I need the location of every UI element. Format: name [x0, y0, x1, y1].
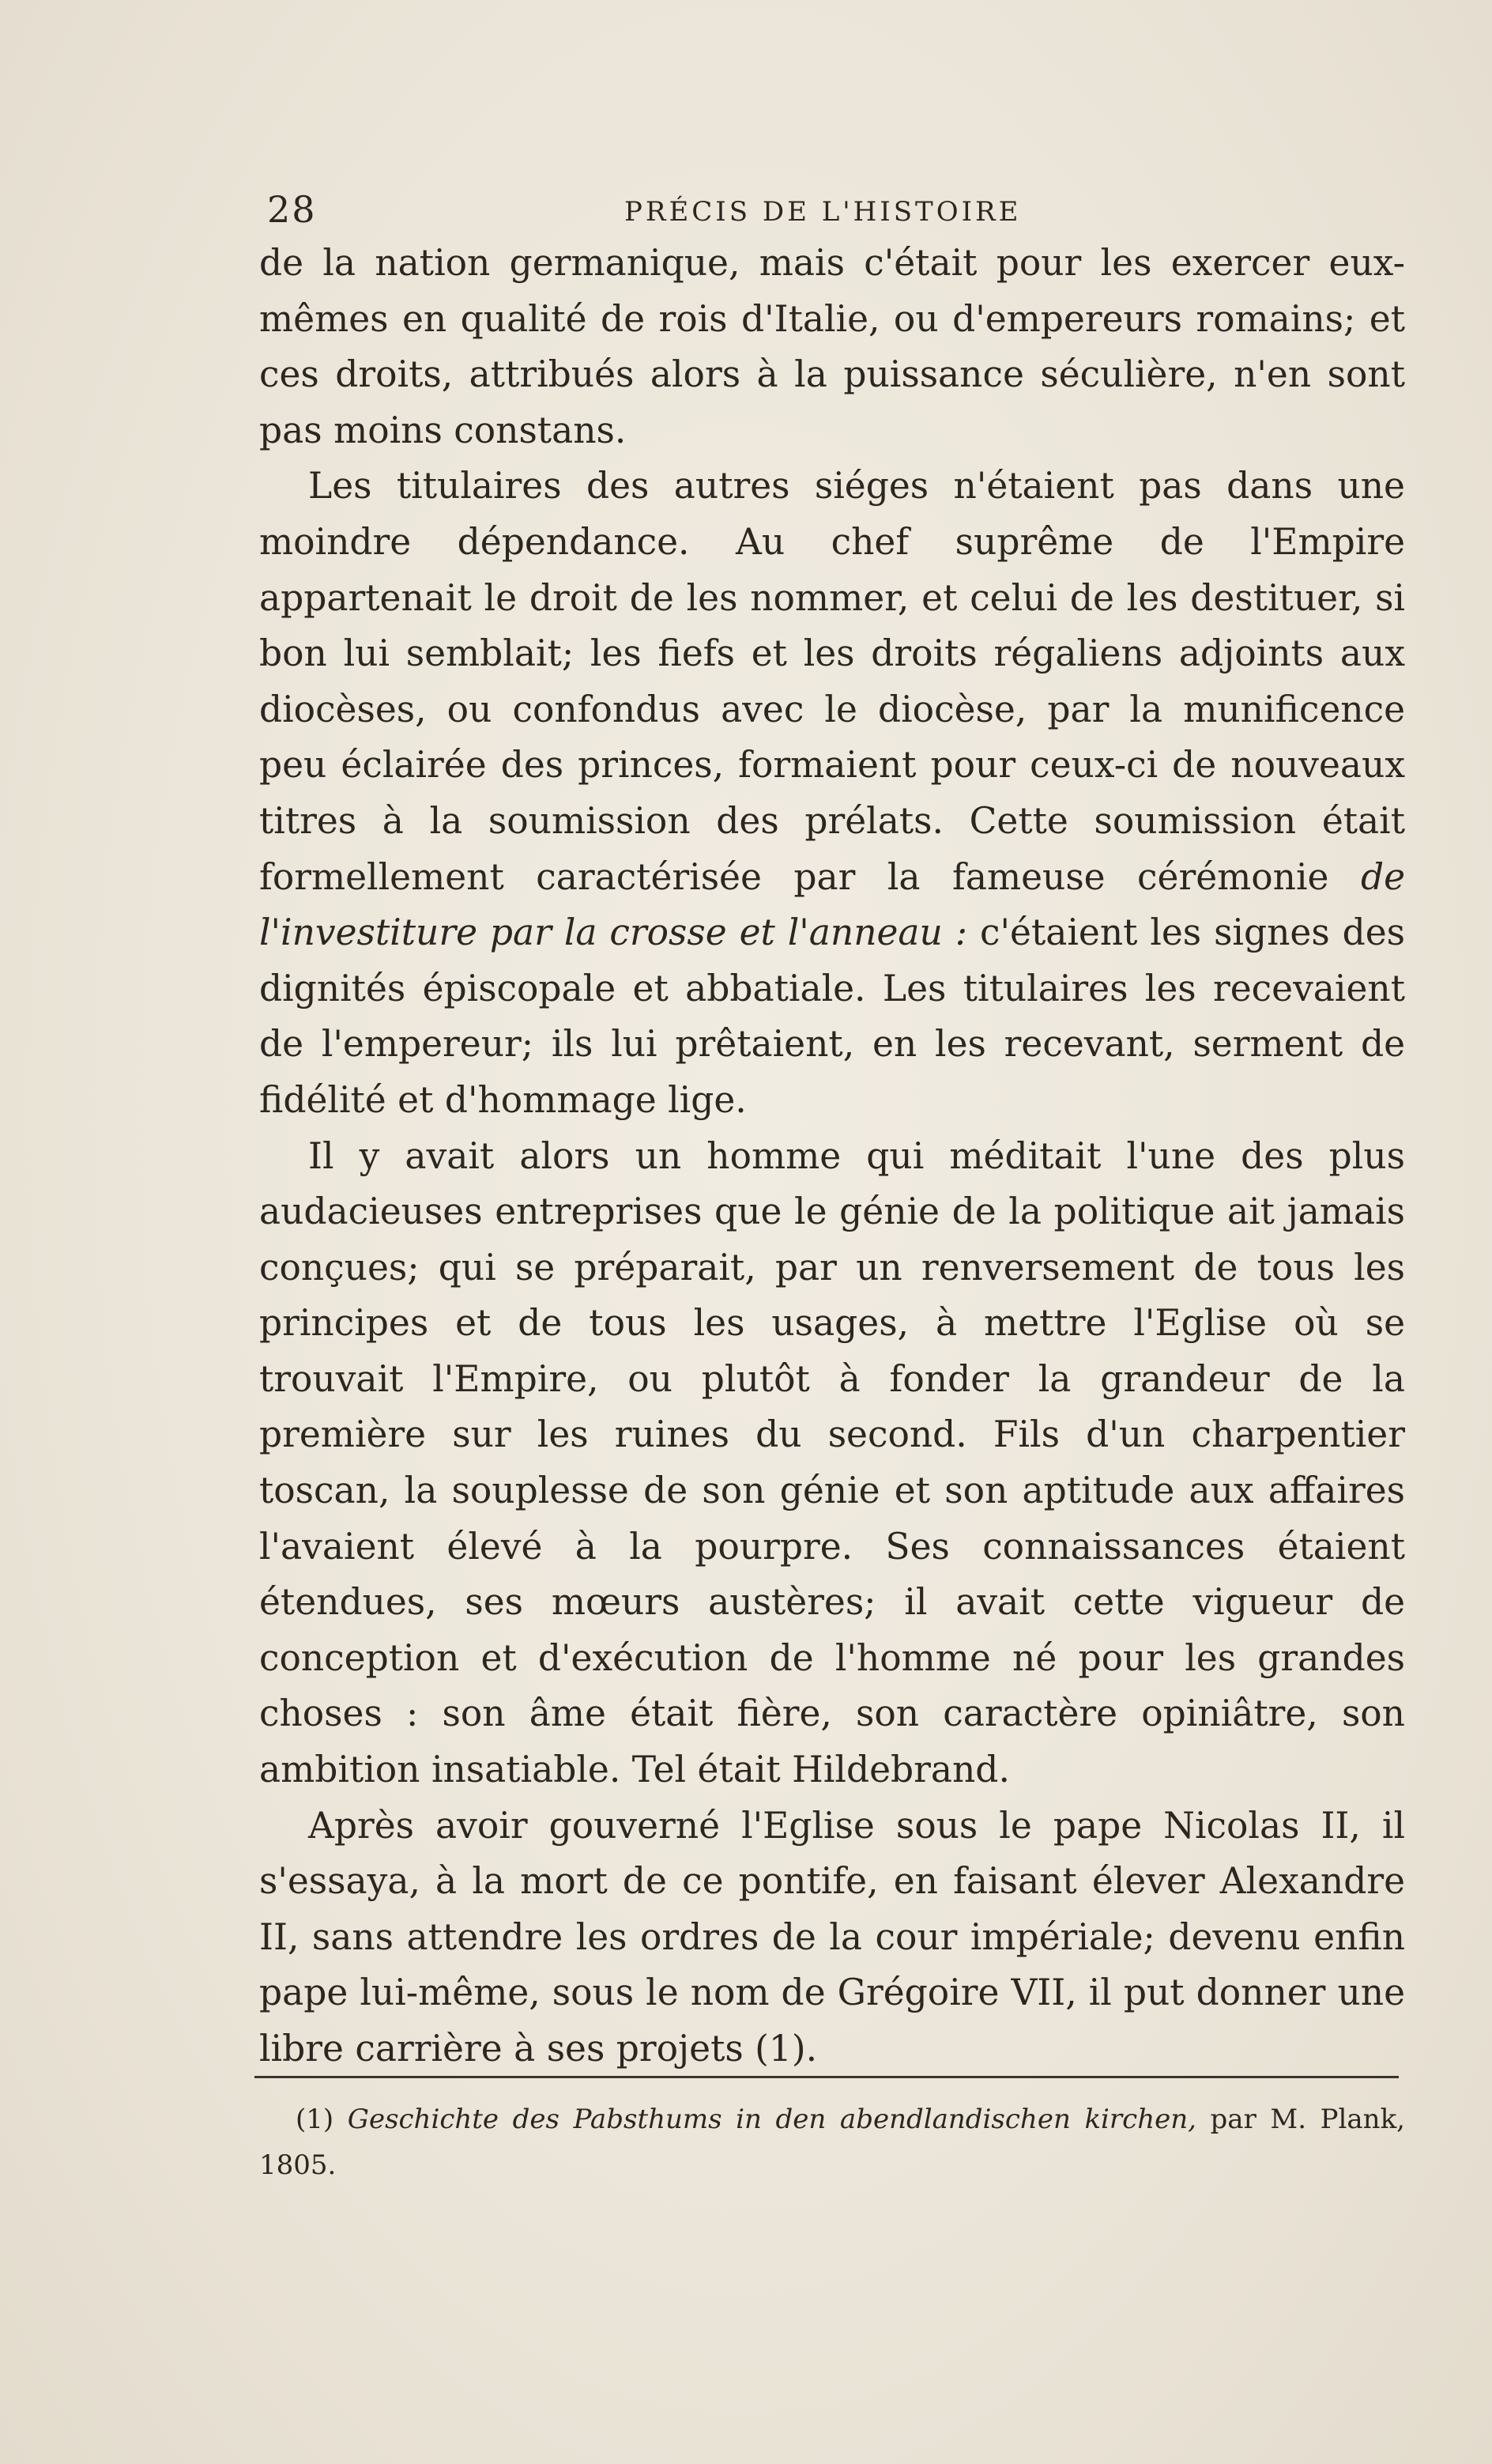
footnote-text: [259, 2096, 1405, 2188]
paragraph-continuation: de la nation germanique, mais c'était pour les exercer eux-mêmes en qualité de rois d'Italie, ou d'empereurs romains; et ces droits, attribués alors à la puissance séculière, n'en sont pas moins constans.: [259, 242, 1405, 451]
running-title: PRÉCIS DE L'HISTOIRE: [624, 196, 1022, 228]
paragraph-text: Les titulaires des autres siéges n'étaient pas dans une moindre dépendance. Au chef suprême de l'Empire appartenait le droit de les nommer, et celui de les destituer, si bon lui semblait; les fiefs et les droits régaliens adjoints aux diocèses, ou confondus avec le diocèse, par la munificence peu éclairée des princes, formaient pour ceux-ci de nouveaux titres à la soumission des prélats. Cette soumission était formellement caractérisée par la fameuse cérémonie: [259, 465, 1405, 898]
footnote-divider: [254, 2076, 1399, 2078]
footnote-marker: (1): [296, 2104, 334, 2135]
footnote-citation-title: Geschichte des Pabsthums in den abendlandischen kirchen,: [347, 2104, 1196, 2135]
paragraph-text: c'étaient les signes des dignités épiscopale et abbatiale. Les titulaires les recevaient de l'empereur; ils lui prêtaient, en les recevant, serment de fidélité et d'hommage lige.: [259, 911, 1405, 1121]
running-head: [237, 188, 1407, 236]
body-text: [259, 236, 1405, 2077]
paragraph-investiture: [259, 458, 1405, 1128]
italic-phrase: de l'investiture par la crosse et l'anneau :: [259, 855, 1405, 954]
paragraph-gregoire: Après avoir gouverné l'Eglise sous le pape Nicolas II, il s'essaya, à la mort de ce pontife, en faisant élever Alexandre II, sans attendre les ordres de la cour impériale; devenu enfin pape lui-même, sous le nom de Grégoire VII, il put donner une libre carrière à ses projets (1).: [259, 1804, 1405, 2070]
paragraph-hildebrand: Il y avait alors un homme qui méditait l'une des plus audacieuses entreprises que le génie de la politique ait jamais conçues; qui se préparait, par un renversement de tous les principes et de tous les usages, à mettre l'Eglise où se trouvait l'Empire, ou plutôt à fonder la grandeur de la première sur les ruines du second. Fils d'un charpentier toscan, la souplesse de son génie et son aptitude aux affaires l'avaient élevé à la pourpre. Ses connaissances étaient étendues, ses mœurs austères; il avait cette vigueur de conception et d'exécution de l'homme né pour les grandes choses : son âme était fière, son caractère opiniâtre, son ambition insatiable. Tel était Hildebrand.: [259, 1134, 1405, 1791]
footnote-citation-author: par M. Plank, 1805.: [259, 2104, 1405, 2181]
page-number: 28: [267, 188, 317, 231]
footnote: [259, 2096, 1405, 2188]
